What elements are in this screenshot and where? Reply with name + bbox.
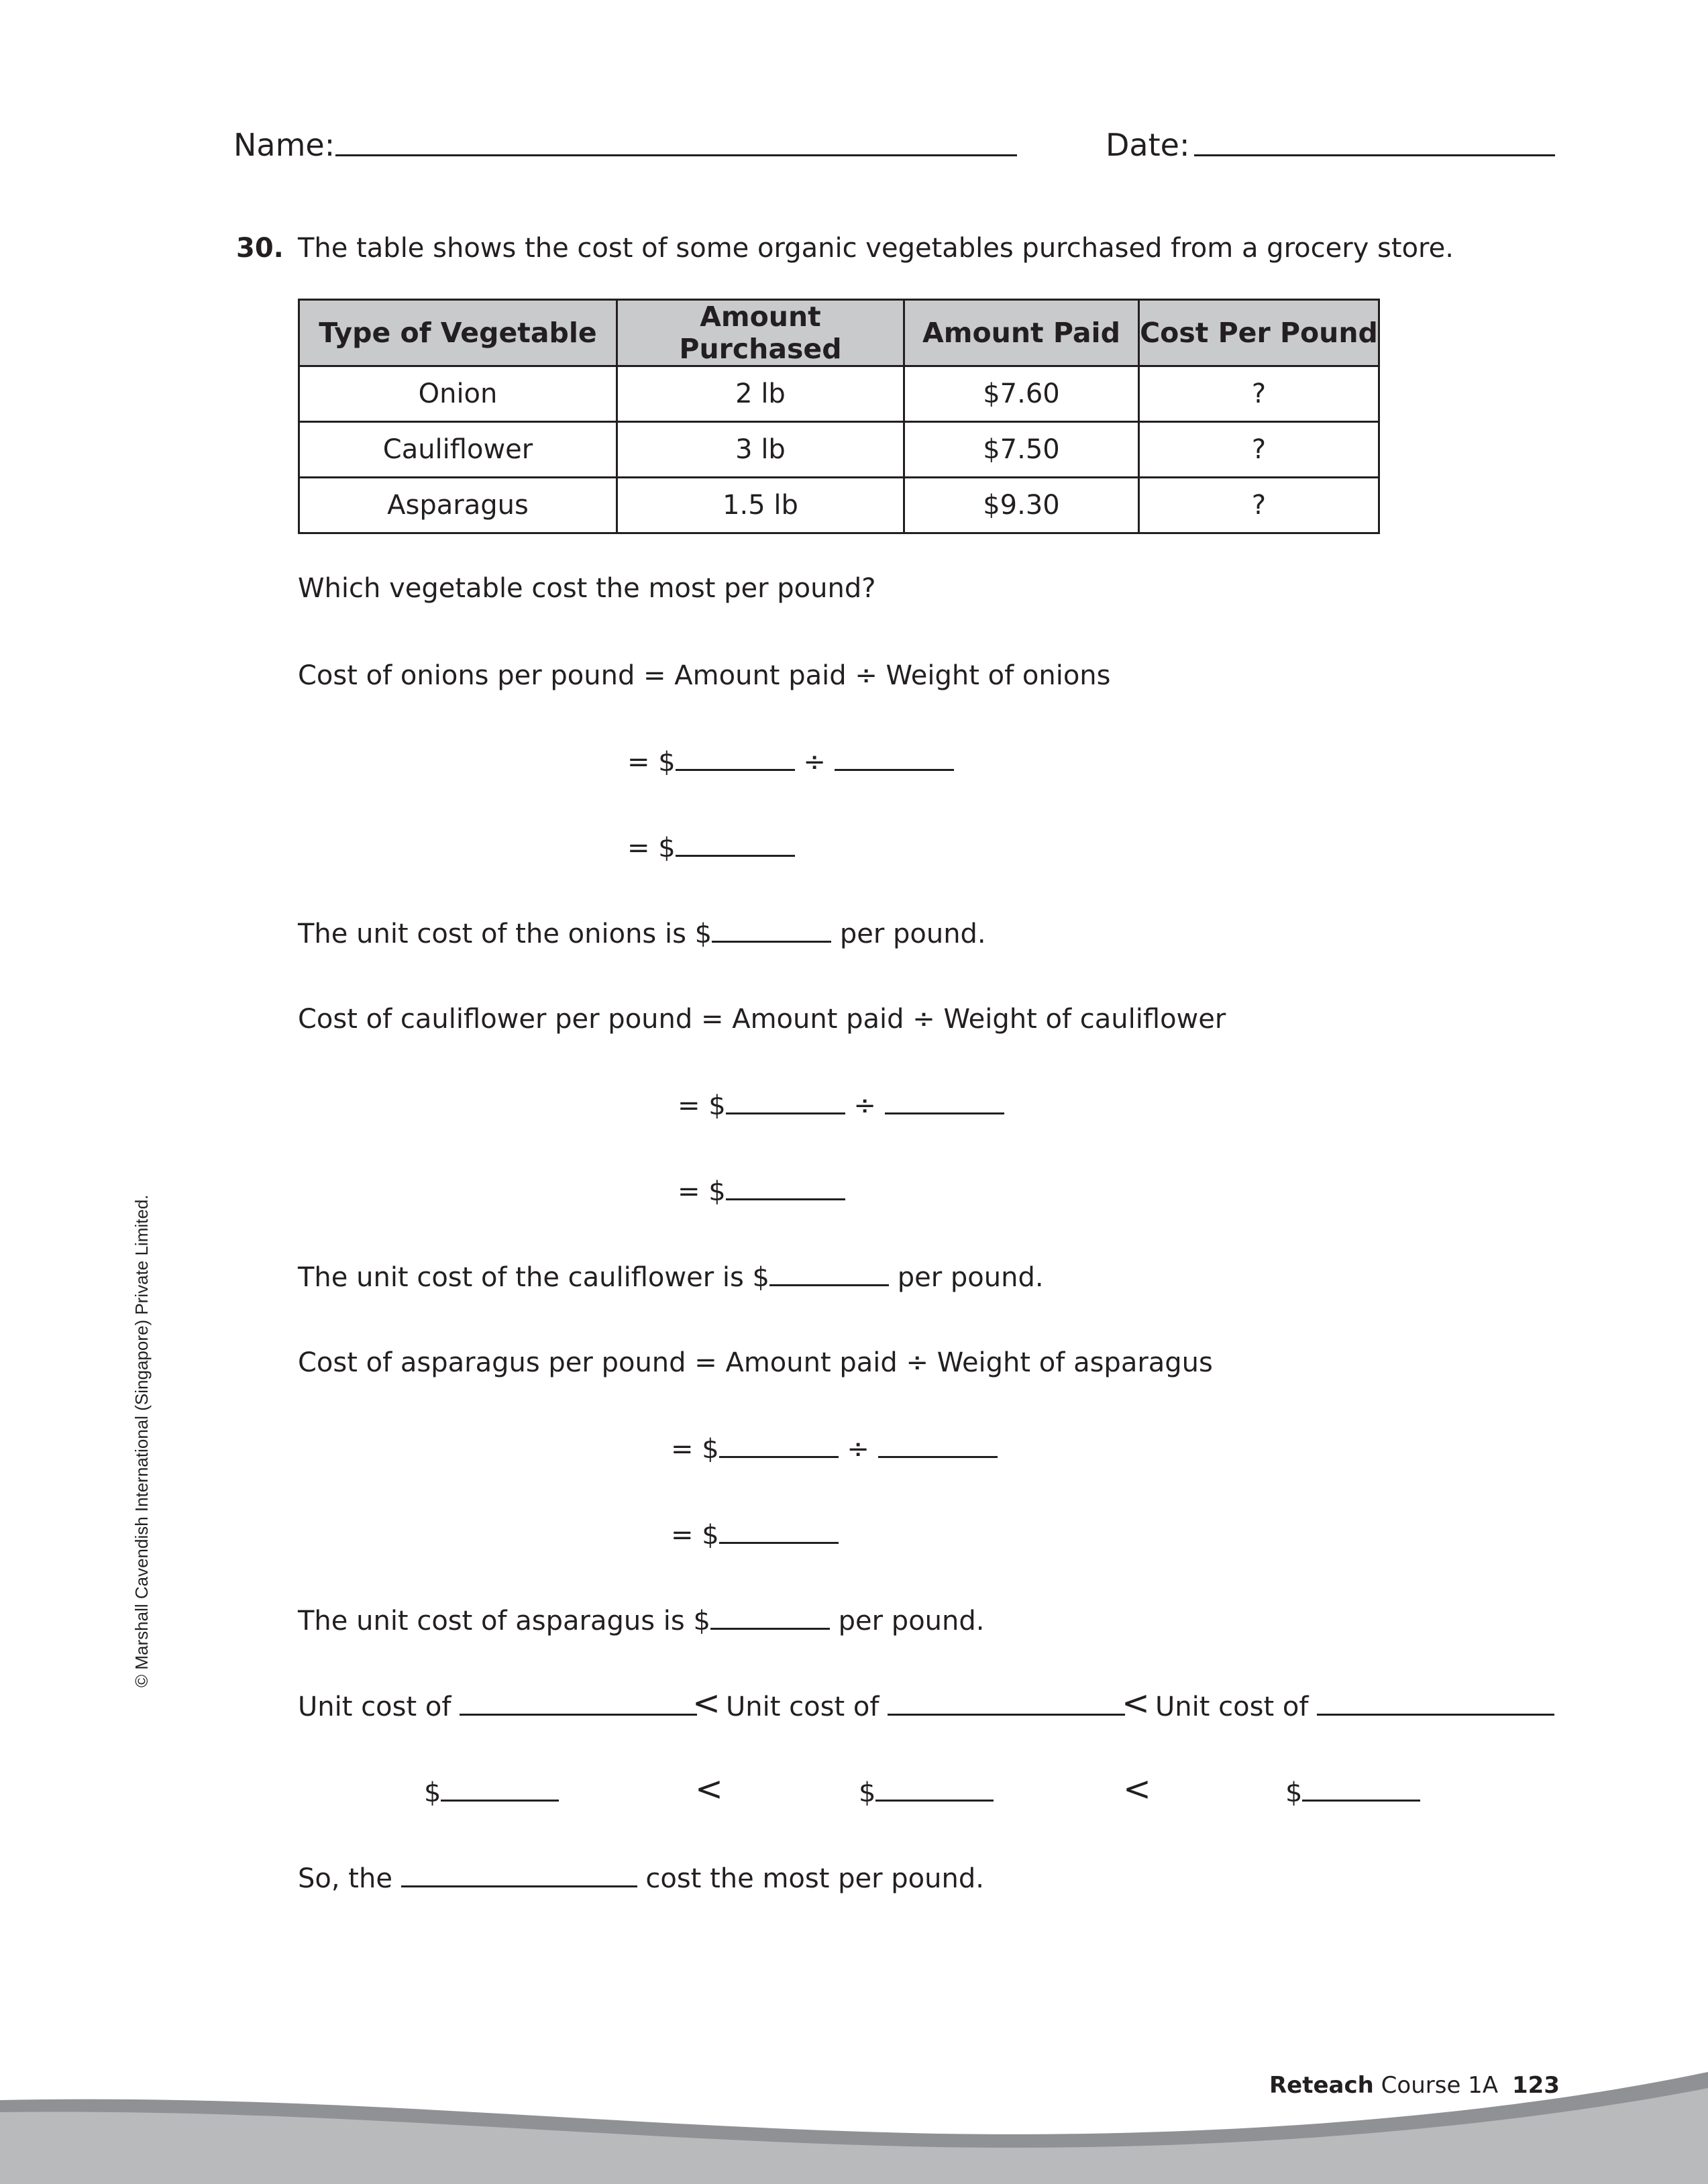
vegetable-table [298,299,1380,534]
compare-vegetable-blank-2[interactable] [888,1689,1125,1716]
less-than-symbol: < [1123,1769,1151,1808]
dollar-compare-3: $ [1285,1775,1420,1810]
cauliflower-result-blank[interactable] [726,1174,845,1200]
onion-formula: Cost of onions per pound = Amount paid ÷ Weight of onions [298,660,1111,691]
table-row [299,366,1379,422]
question-number: 30. [236,233,284,264]
date-field[interactable] [1194,154,1555,156]
dollar-compare-1: $ [424,1775,559,1810]
question-prompt: The table shows the cost of some organic vegetables purchased from a grocery store. [298,233,1454,264]
table-header-cell: Amount Paid [904,300,1139,366]
conclusion-vegetable-blank[interactable] [401,1861,637,1887]
footer-series: Reteach [1269,2072,1374,2099]
conclusion-line: So, the cost the most per pound. [298,1861,984,1895]
table-cell: ? [1139,422,1379,478]
footer-course [1269,2072,1498,2099]
table-cell: Cauliflower [299,422,617,478]
cauliflower-unit-cost-blank[interactable] [769,1260,889,1286]
unit-cost-compare-2: Unit cost of [726,1689,1125,1724]
asparagus-unit-cost-blank[interactable] [710,1604,830,1630]
compare-cost-blank-3[interactable] [1302,1775,1420,1802]
compare-vegetable-blank-1[interactable] [460,1689,697,1716]
table-cell: $7.60 [904,366,1139,422]
table-header-cell: Cost Per Pound [1139,300,1379,366]
table-cell: 1.5 lb [617,478,904,533]
table-row [299,422,1379,478]
asparagus-division-line: = $ ÷ [671,1432,998,1466]
table-cell: 3 lb [617,422,904,478]
cauliflower-division-line: = $ ÷ [678,1088,1004,1123]
copyright-notice: © Marshall Cavendish International (Singapore) Private Limited. [131,1194,152,1687]
table-cell: 2 lb [617,366,904,422]
onion-unit-cost-line: The unit cost of the onions is $ per pound. [298,917,986,951]
compare-vegetable-blank-3[interactable] [1317,1689,1554,1716]
table-header-cell: Type of Vegetable [299,300,617,366]
table-cell: ? [1139,366,1379,422]
table-row [299,478,1379,533]
asparagus-result-blank[interactable] [719,1518,839,1544]
cauliflower-result-line: = $ [678,1174,845,1208]
onion-division-line: = $ ÷ [627,745,954,779]
asparagus-formula: Cost of asparagus per pound = Amount paid ÷ Weight of asparagus [298,1347,1213,1378]
dollar-compare-2: $ [859,1775,994,1810]
table-cell: $7.50 [904,422,1139,478]
cauliflower-amount-blank[interactable] [726,1088,845,1114]
onion-result-line: = $ [627,831,795,865]
name-field[interactable] [335,154,1017,156]
table-header-cell: Amount Purchased [617,300,904,366]
cauliflower-unit-cost-line: The unit cost of the cauliflower is $ per pound. [298,1260,1044,1294]
less-than-symbol: < [692,1683,720,1722]
compare-cost-blank-2[interactable] [875,1775,994,1802]
cauliflower-formula: Cost of cauliflower per pound = Amount paid ÷ Weight of cauliflower [298,1004,1226,1035]
unit-cost-compare-3: Unit cost of [1155,1689,1554,1724]
asparagus-unit-cost-line: The unit cost of asparagus is $ per pound. [298,1604,984,1638]
most-per-pound-question: Which vegetable cost the most per pound? [298,573,876,604]
onion-amount-blank[interactable] [676,745,795,771]
onion-result-blank[interactable] [676,831,795,857]
less-than-symbol: < [695,1769,723,1808]
table-cell: Asparagus [299,478,617,533]
unit-cost-compare-1: Unit cost of [298,1689,697,1724]
onion-unit-cost-blank[interactable] [712,917,831,943]
table-cell: ? [1139,478,1379,533]
table-header-row [299,300,1379,366]
cauliflower-weight-blank[interactable] [885,1088,1004,1114]
onion-weight-blank[interactable] [835,745,954,771]
date-label: Date: [1106,127,1190,163]
asparagus-result-line: = $ [671,1518,839,1552]
page-number: 123 [1512,2072,1560,2099]
table-cell: $9.30 [904,478,1139,533]
footer-course-name: Course 1A [1381,2072,1499,2099]
less-than-symbol: < [1122,1683,1150,1722]
name-label: Name: [233,127,335,163]
asparagus-weight-blank[interactable] [878,1432,998,1458]
table-cell: Onion [299,366,617,422]
asparagus-amount-blank[interactable] [719,1432,839,1458]
compare-cost-blank-1[interactable] [441,1775,559,1802]
